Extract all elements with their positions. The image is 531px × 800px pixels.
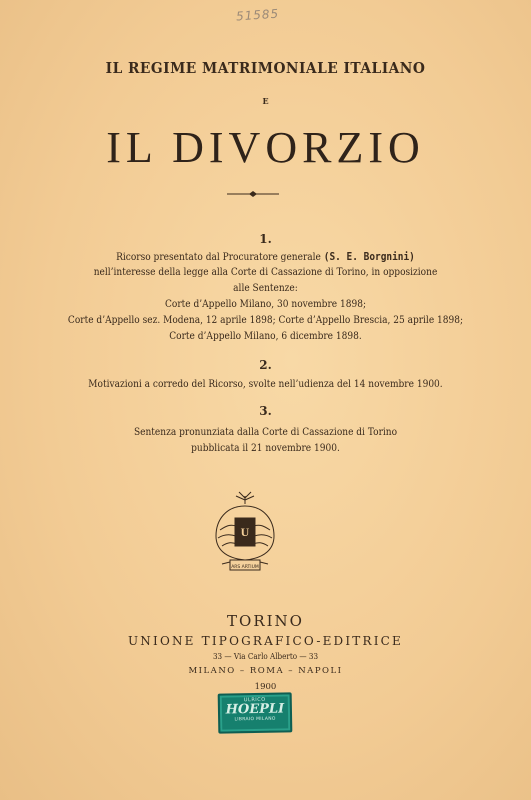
- stamp-line2: HOEPLI: [225, 701, 285, 718]
- stamp-line1: ULRICO: [243, 696, 266, 704]
- imprint-cities: MILANO – ROMA – NAPOLI: [188, 666, 343, 676]
- svg-text:U: U: [240, 525, 250, 539]
- pencil-annotation: 51585: [235, 6, 280, 24]
- section1-line5: Corte d’Appello sez. Modena, 12 aprile 1898; Corte d’Appello Brescia, 25 aprile 1898;: [67, 314, 464, 326]
- section-number-2: 2.: [259, 358, 272, 372]
- imprint-publisher: UNIONE TIPOGRAFICO-EDITRICE: [127, 634, 404, 648]
- section1-prosecutor-name: (S. E. Borgnini): [323, 250, 415, 263]
- section1-line3: alle Sentenze:: [233, 282, 298, 294]
- bookseller-stamp: [218, 692, 293, 733]
- section3-line1: Sentenza pronunziata dalla Corte di Cassazione di Torino: [133, 426, 398, 438]
- book-supertitle: IL REGIME MATRIMONIALE ITALIANO: [105, 60, 426, 77]
- section1-line6: Corte d’Appello Milano, 6 dicembre 1898.: [169, 330, 362, 342]
- section3-line2: pubblicata il 21 novembre 1900.: [191, 442, 340, 454]
- section1-line4: Corte d’Appello Milano, 30 novembre 1898;: [164, 298, 367, 310]
- emblem-motto: ARS ARTIUM: [231, 565, 259, 570]
- section-number-3: 3.: [259, 404, 272, 418]
- section1-line1: [37, 250, 494, 263]
- section1-line2: nell’interesse della legge alla Corte di Cassazione di Torino, in opposizione: [93, 266, 438, 278]
- imprint-city: TORINO: [227, 612, 304, 630]
- section1-line1-prefix: Ricorso presentato dal Procuratore generale: [116, 251, 321, 263]
- divider-ornament-icon: [227, 190, 279, 198]
- section-number-1: 1.: [259, 232, 272, 246]
- book-title: IL DIVORZIO: [106, 123, 425, 172]
- imprint-address: 33 — Via Carlo Alberto — 33: [212, 652, 319, 661]
- stamp-line3: LIBRAIO MILANO: [234, 716, 276, 723]
- title-conjunction: E: [262, 96, 269, 106]
- imprint-year: 1900: [254, 682, 277, 692]
- section2-line1: Motivazioni a corredo del Ricorso, svolte nell’udienza del 14 novembre 1900.: [88, 378, 443, 390]
- publisher-emblem-icon: [208, 490, 282, 576]
